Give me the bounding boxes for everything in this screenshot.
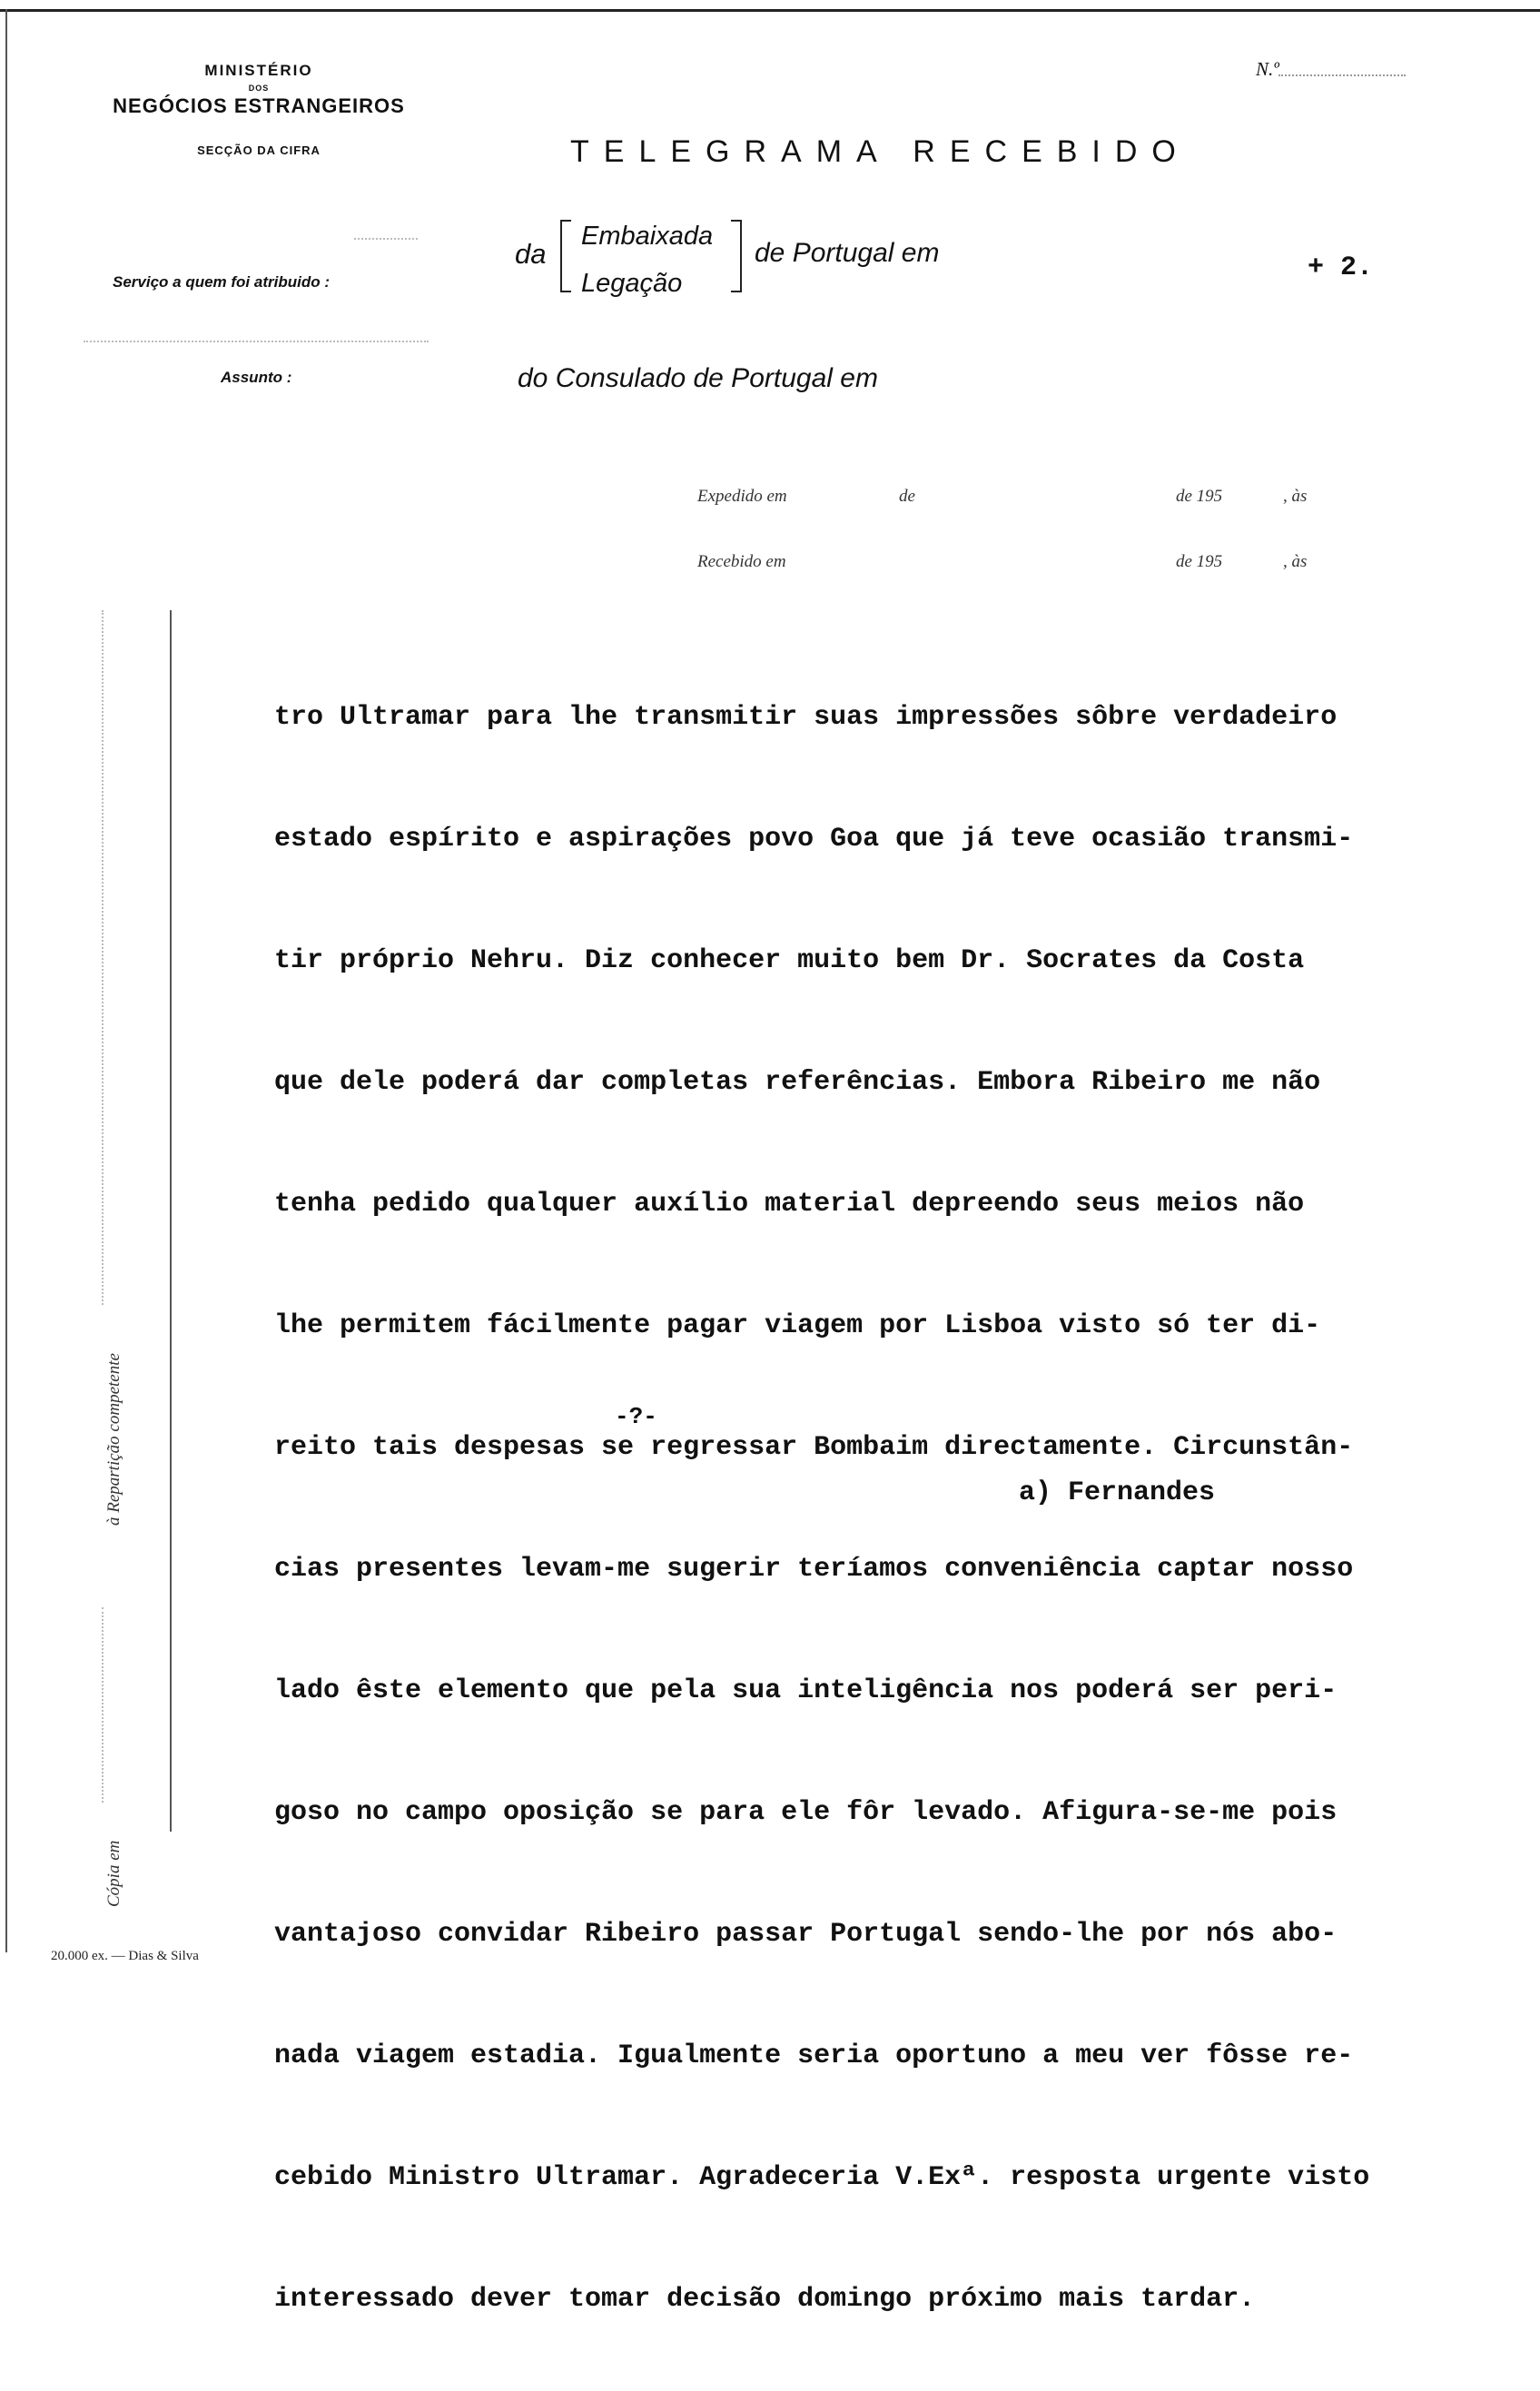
reparticao-dotted-line [102, 610, 104, 1305]
body-line: estado espírito e aspirações povo Goa que já teve ocasião transmi- [274, 824, 1354, 855]
recebido-label: Recebido em [697, 552, 786, 571]
body-line: tenha pedido qualquer auxílio material depreendo seus meios não [274, 1189, 1305, 1220]
left-border [5, 9, 7, 1952]
query-mark: -?- [615, 1403, 657, 1430]
margin-rule [170, 610, 172, 1832]
body-line: interessado dever tomar decisão domingo próximo mais tardar. [274, 2284, 1256, 2315]
section-name: SECÇÃO DA CIFRA [197, 143, 321, 157]
page-marker: + 2. [1308, 252, 1374, 283]
printer-imprint: 20.000 ex. — Dias & Silva [51, 1949, 199, 1963]
servico-dotted-line-2 [84, 341, 429, 342]
right-brace [731, 220, 742, 292]
body-line: lhe permitem fácilmente pagar viagem por Lisboa visto só ter di- [274, 1310, 1321, 1341]
recebido-time: , às [1283, 552, 1308, 571]
body-line: tro Ultramar para lhe transmitir suas impressões sôbre verdadeiro [274, 702, 1338, 733]
ministry-line2: DOS [248, 84, 270, 93]
body-line: goso no campo oposição se para ele fôr levado. Afigura-se-me pois [274, 1797, 1338, 1828]
expedido-de: de [899, 487, 915, 506]
left-brace [560, 220, 571, 292]
expedido-time: , às [1283, 487, 1308, 506]
expedido-label: Expedido em [697, 487, 787, 506]
recebido-year: de 195 [1176, 552, 1223, 571]
body-line: lado êste elemento que pela sua inteligência nos poderá ser peri- [274, 1675, 1338, 1706]
number-label: N.º [1256, 58, 1279, 80]
consulado-label: do Consulado de Portugal em [518, 363, 878, 393]
body-line: cebido Ministro Ultramar. Agradeceria V.Exª. resposta urgente visto [274, 2162, 1370, 2193]
copia-dotted-line [102, 1607, 104, 1803]
reparticao-label: à Repartição competente [104, 1353, 123, 1526]
ministry-line3: NEGÓCIOS ESTRANGEIROS [113, 94, 405, 117]
body-line: nada viagem estadia. Igualmente seria oportuno a meu ver fôsse re- [274, 2040, 1354, 2071]
body-line: que dele poderá dar completas referências. Embora Ribeiro me não [274, 1067, 1321, 1098]
da-label: da [515, 238, 547, 270]
servico-label: Serviço a quem foi atribuido : [113, 273, 330, 291]
page-title: TELEGRAMA RECEBIDO [570, 134, 1190, 169]
body-line: tir próprio Nehru. Diz conhecer muito bem Dr. Socrates da Costa [274, 945, 1305, 976]
telegram-body [274, 627, 1509, 2391]
body-line: vantajoso convidar Ribeiro passar Portugal sendo-lhe por nós abo- [274, 1919, 1338, 1950]
signature: a) Fernandes [1019, 1477, 1216, 1508]
number-field-line [1278, 74, 1406, 76]
ministry-line1: MINISTÉRIO [204, 62, 313, 79]
copia-label: Cópia em [104, 1840, 123, 1907]
embaixada-option: Embaixada [581, 222, 714, 251]
assunto-label: Assunto : [221, 369, 292, 386]
portugal-em-label: de Portugal em [755, 238, 940, 268]
top-border [0, 9, 1540, 12]
body-line: reito tais despesas se regressar Bombaim directamente. Circunstân- [274, 1432, 1354, 1463]
ministry-header [82, 62, 436, 157]
expedido-year: de 195 [1176, 487, 1223, 506]
body-line: cias presentes levam-me sugerir teríamos conveniência captar nosso [274, 1554, 1354, 1585]
servico-dotted-line [354, 238, 418, 240]
legacao-option: Legação [581, 269, 683, 298]
